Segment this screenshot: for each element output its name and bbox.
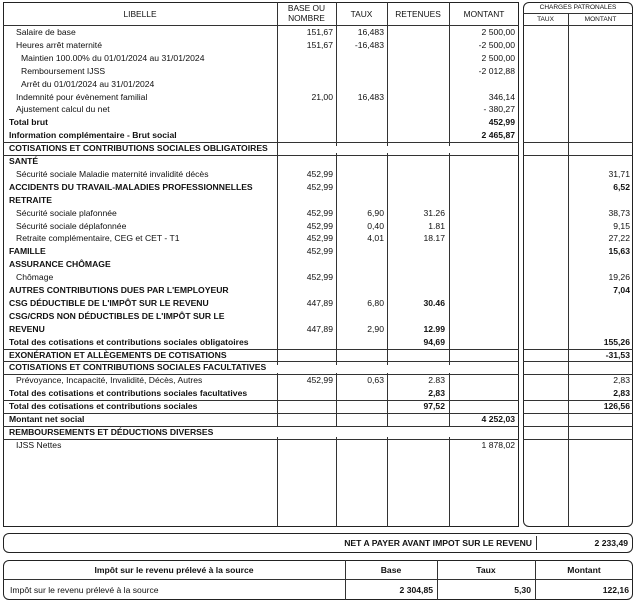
col-divider-retenues-2 [449, 153, 450, 365]
row-label: Remboursement IJSS [21, 65, 106, 76]
row-label: REMBOURSEMENTS ET DÉDUCTIONS DIVERSES [9, 426, 214, 437]
row-taux: 2,90 [367, 323, 384, 334]
header-taux: TAUX [350, 9, 373, 19]
row-line [3, 155, 519, 156]
row-base: 452,99 [306, 168, 333, 179]
row-base: 452,99 [306, 207, 333, 218]
impot-header-label: Impôt sur le revenu prélevé à la source [94, 565, 254, 575]
row-cp-montant: 2,83 [613, 375, 630, 386]
header-libelle: LIBELLE [123, 9, 157, 19]
row-taux: 6,90 [367, 207, 384, 218]
cp-row-line [523, 155, 633, 156]
col-divider-base-4 [336, 437, 337, 527]
row-label: ASSURANCE CHÔMAGE [9, 259, 111, 270]
impot-header-montant: Montant [567, 565, 601, 575]
impot-header-base: Base [380, 565, 402, 575]
row-cp-montant: 38,73 [608, 207, 630, 218]
row-label: Ajustement calcul du net [16, 104, 110, 115]
row-retenues: 1.81 [428, 220, 445, 231]
impot-label: Impôt sur le revenu prélevé à la source [10, 585, 159, 595]
row-montant: -2 012,88 [478, 65, 515, 76]
row-base: 452,99 [306, 272, 333, 283]
cp-header-underline [523, 25, 633, 26]
row-label: IJSS Nettes [16, 439, 62, 450]
row-label: Indemnité pour évènement familial [16, 91, 148, 102]
row-label: Salaire de base [16, 27, 76, 37]
row-taux: 6,80 [367, 297, 384, 308]
cp-row-line [523, 439, 633, 440]
impot-taux: 5,30 [514, 585, 531, 595]
cp-row-line [523, 426, 633, 427]
row-montant: -2 500,00 [478, 39, 515, 50]
row-retenues: 94,69 [423, 336, 445, 347]
col-divider-taux-4 [387, 437, 388, 527]
impot-header-line [3, 579, 633, 580]
header-montant: MONTANT [463, 9, 505, 19]
row-montant: 4 252,03 [481, 414, 515, 424]
row-label: Chômage [16, 272, 54, 283]
row-cp-montant: 2,83 [613, 388, 630, 399]
impot-base: 2 304,85 [399, 585, 433, 595]
row-base: 452,99 [306, 246, 333, 257]
row-montant: 1 878,02 [481, 439, 515, 450]
row-retenues: 31.26 [423, 207, 445, 218]
row-montant: 2 500,00 [481, 52, 515, 63]
col-divider-base [336, 2, 337, 146]
row-retenues: 97,52 [423, 401, 445, 412]
row-label: Montant net social [9, 414, 85, 424]
row-label: ACCIDENTS DU TRAVAIL-MALADIES PROFESSIONNELLES [9, 181, 253, 192]
net-a-payer-label: NET A PAYER AVANT IMPOT SUR LE REVENU [344, 538, 532, 548]
cp-row-line [523, 361, 633, 362]
row-label: AUTRES CONTRIBUTIONS DUES PAR L'EMPLOYEUR [9, 285, 229, 295]
row-taux: 0,40 [367, 220, 384, 231]
header-cp-montant: MONTANT [584, 16, 617, 23]
row-cp-montant: 27,22 [608, 233, 630, 244]
row-label: Sécurité sociale déplafonnée [16, 220, 127, 231]
row-label: Sécurité sociale plafonnée [16, 207, 117, 218]
row-cp-montant: 15,63 [608, 246, 630, 257]
header-retenues: RETENUES [395, 9, 441, 19]
row-retenues: 12.99 [423, 323, 445, 334]
row-retenues: 30.46 [423, 297, 445, 308]
row-base: 151,67 [306, 39, 333, 50]
net-a-payer-value: 2 233,49 [594, 538, 628, 548]
row-cp-montant: -31,53 [605, 349, 630, 360]
header-base-1: BASE OU [287, 3, 326, 13]
row-base: 151,67 [306, 27, 333, 37]
cp-row-line [523, 413, 633, 414]
row-base: 447,89 [306, 323, 333, 334]
row-cp-montant: 31,71 [608, 168, 630, 179]
col-divider-libelle-bottom [277, 437, 278, 527]
row-taux: 16,483 [357, 27, 384, 37]
row-line [3, 439, 519, 440]
row-cp-montant: 19,26 [608, 272, 630, 283]
row-label: Sécurité sociale Maladie maternité invalidité décès [16, 168, 209, 179]
row-label: Arrêt du 01/01/2024 au 31/01/2024 [21, 78, 155, 89]
impot-header-taux: Taux [476, 565, 496, 575]
header-charges-patronales: CHARGES PATRONALES [539, 4, 617, 11]
row-taux: 0,63 [367, 375, 384, 386]
row-label: EXONÉRATION ET ALLÈGEMENTS DE COTISATIONS [9, 349, 227, 360]
row-cp-montant: 9,15 [613, 220, 630, 231]
row-label: RETRAITE [9, 194, 52, 205]
row-label: Heures arrêt maternité [16, 39, 102, 50]
row-retenues: 18.17 [423, 233, 445, 244]
row-montant: 452,99 [488, 117, 515, 128]
row-label: Prévoyance, Incapacité, Invalidité, Décès, Autres [16, 375, 203, 386]
row-cp-montant: 155,26 [603, 336, 630, 347]
row-montant: 346,14 [488, 91, 515, 102]
row-base: 21,00 [311, 91, 333, 102]
header-underline [3, 25, 519, 26]
row-label: Maintien 100.00% du 01/01/2024 au 31/01/2024 [21, 52, 205, 63]
row-label: COTISATIONS ET CONTRIBUTIONS SOCIALES OBLIGATOIRES [9, 143, 268, 154]
row-base: 452,99 [306, 220, 333, 231]
row-label: Information complémentaire - Brut social [9, 130, 177, 141]
row-label: Total des cotisations et contributions sociales [9, 401, 198, 412]
row-label: CSG DÉDUCTIBLE DE L'IMPÔT SUR LE REVENU [9, 297, 209, 308]
row-taux: -16,483 [354, 39, 384, 50]
row-label: Total des cotisations et contributions sociales facultatives [9, 388, 248, 399]
row-montant: - 380,27 [483, 104, 515, 115]
row-label: REVENU [9, 323, 45, 334]
row-base: 452,99 [306, 181, 333, 192]
row-montant: 2 500,00 [481, 27, 515, 37]
col-divider-taux [387, 2, 388, 146]
row-base: 447,89 [306, 297, 333, 308]
row-base: 452,99 [306, 233, 333, 244]
impot-montant: 122,16 [602, 585, 629, 595]
charges-patronales-table [523, 2, 633, 527]
row-montant: 2 465,87 [481, 130, 515, 141]
row-base: 452,99 [306, 375, 333, 386]
row-retenues: 2,83 [428, 388, 445, 399]
row-retenues: 2.83 [428, 375, 445, 386]
cp-row-line [523, 349, 633, 350]
row-label: SANTÉ [9, 156, 39, 166]
row-line [3, 349, 519, 350]
row-label: CSG/CRDS NON DÉDUCTIBLES DE L'IMPÔT SUR LE [9, 310, 225, 321]
row-cp-montant: 7,04 [613, 285, 630, 295]
row-label: COTISATIONS ET CONTRIBUTIONS SOCIALES FACULTATIVES [9, 362, 267, 373]
row-taux: 16,483 [357, 91, 384, 102]
row-label: Total des cotisations et contributions sociales obligatoires [9, 336, 249, 347]
header-cp-taux: TAUX [537, 16, 554, 23]
row-label: Total brut [9, 117, 48, 128]
row-taux: 4,01 [367, 233, 384, 244]
cp-header-mid [523, 13, 633, 14]
net-a-payer-divider [536, 536, 537, 550]
row-cp-montant: 6,52 [613, 181, 630, 192]
row-label: FAMILLE [9, 246, 46, 257]
cp-row-line [523, 142, 633, 143]
header-base-2: NOMBRE [288, 13, 325, 23]
row-label: Retraite complémentaire, CEG et CET - T1 [16, 233, 180, 244]
row-cp-montant: 126,56 [603, 401, 630, 412]
